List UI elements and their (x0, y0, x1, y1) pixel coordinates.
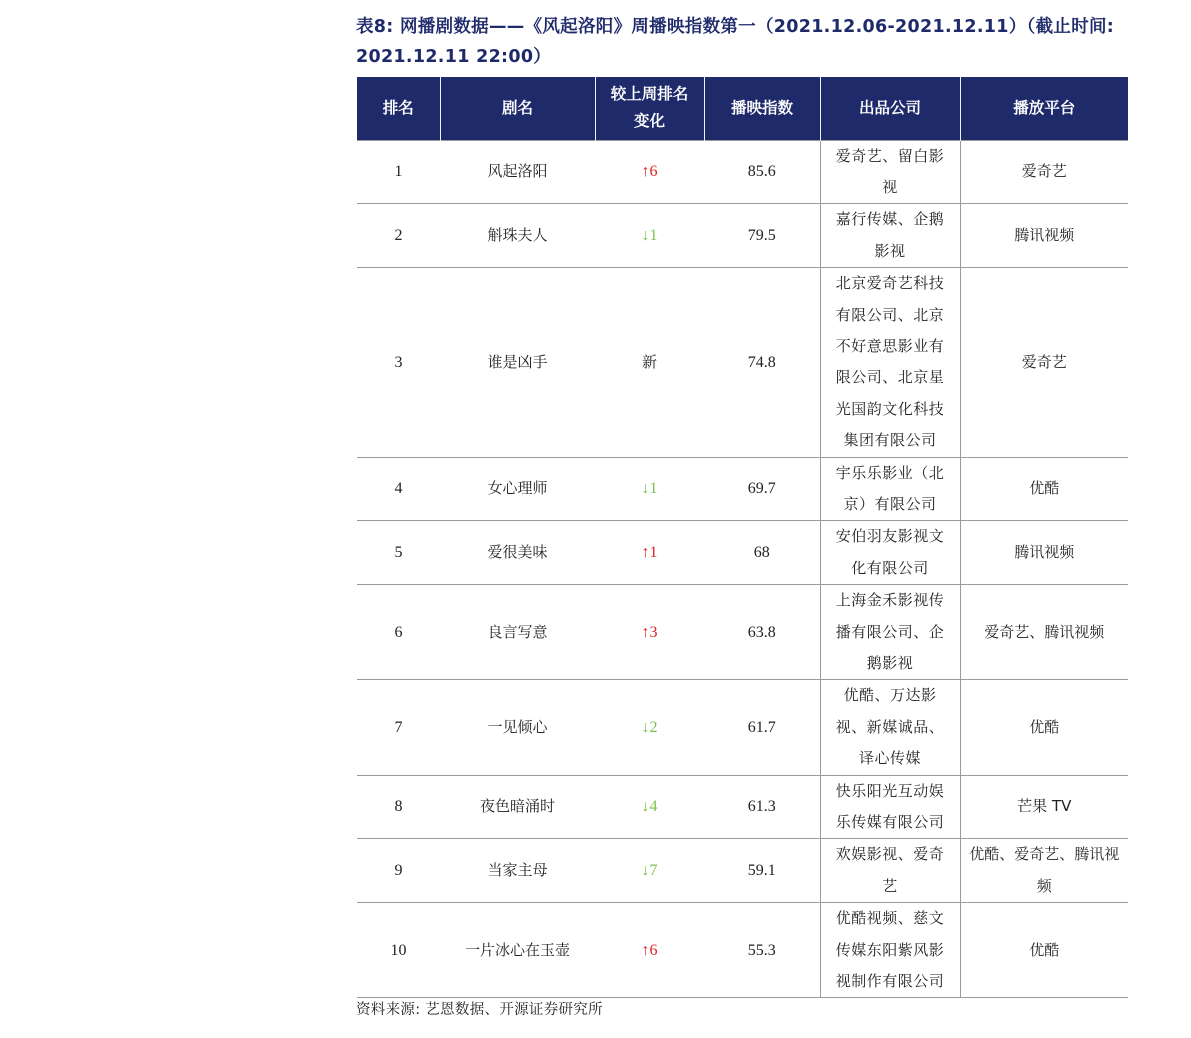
cell-platform: 优酷、爱奇艺、腾讯视频 (960, 839, 1128, 903)
cell-broadcast-index: 85.6 (704, 140, 820, 204)
cell-title: 一见倾心 (440, 680, 595, 775)
cell-production-company: 优酷、万达影视、新媒诚品、译心传媒 (820, 680, 960, 775)
cell-rank-change: ↑6 (595, 903, 704, 998)
cell-platform: 爱奇艺 (960, 268, 1128, 457)
cell-broadcast-index: 63.8 (704, 585, 820, 680)
cell-title: 良言写意 (440, 585, 595, 680)
cell-broadcast-index: 59.1 (704, 839, 820, 903)
cell-rank: 10 (357, 903, 440, 998)
cell-production-company: 嘉行传媒、企鹅影视 (820, 204, 960, 268)
table-row (357, 457, 1128, 521)
table-row (357, 903, 1128, 998)
cell-broadcast-index: 69.7 (704, 457, 820, 521)
header-title: 剧名 (440, 77, 595, 140)
header-row (357, 77, 1128, 140)
cell-broadcast-index: 79.5 (704, 204, 820, 268)
cell-rank-change: ↑3 (595, 585, 704, 680)
cell-rank: 6 (357, 585, 440, 680)
cell-platform: 爱奇艺 (960, 140, 1128, 204)
cell-title: 谁是凶手 (440, 268, 595, 457)
table-row (357, 140, 1128, 204)
cell-rank: 3 (357, 268, 440, 457)
cell-platform: 爱奇艺、腾讯视频 (960, 585, 1128, 680)
cell-rank-change: ↓7 (595, 839, 704, 903)
cell-rank: 1 (357, 140, 440, 204)
cell-title: 一片冰心在玉壶 (440, 903, 595, 998)
cell-broadcast-index: 61.7 (704, 680, 820, 775)
header-platform: 播放平台 (960, 77, 1128, 140)
cell-title: 当家主母 (440, 839, 595, 903)
cell-broadcast-index: 74.8 (704, 268, 820, 457)
cell-rank-change: ↓2 (595, 680, 704, 775)
header-production-company: 出品公司 (820, 77, 960, 140)
cell-production-company: 爱奇艺、留白影视 (820, 140, 960, 204)
cell-rank: 5 (357, 521, 440, 585)
cell-production-company: 快乐阳光互动娱乐传媒有限公司 (820, 775, 960, 839)
cell-rank-change: 新 (595, 268, 704, 457)
cell-platform: 芒果 TV (960, 775, 1128, 839)
table-caption: 表8: 网播剧数据——《风起洛阳》周播映指数第一（2021.12.06-2021.12.11）（截止时间: 2021.12.11 22:00） (356, 17, 1115, 67)
cell-title: 风起洛阳 (440, 140, 595, 204)
cell-rank-change: ↓1 (595, 457, 704, 521)
table-body (357, 140, 1128, 998)
cell-platform: 优酷 (960, 680, 1128, 775)
cell-platform: 优酷 (960, 457, 1128, 521)
cell-broadcast-index: 68 (704, 521, 820, 585)
table-row (357, 775, 1128, 839)
cell-rank-change: ↓4 (595, 775, 704, 839)
cell-title: 夜色暗涌时 (440, 775, 595, 839)
header-broadcast-index: 播映指数 (704, 77, 820, 140)
cell-rank: 2 (357, 204, 440, 268)
cell-production-company: 安伯羽友影视文化有限公司 (820, 521, 960, 585)
header-rank-change: 较上周排名变化 (595, 77, 704, 140)
cell-rank-change: ↓1 (595, 204, 704, 268)
cell-platform: 腾讯视频 (960, 204, 1128, 268)
cell-title: 斛珠夫人 (440, 204, 595, 268)
cell-title: 女心理师 (440, 457, 595, 521)
table-row (357, 204, 1128, 268)
cell-production-company: 上海金禾影视传播有限公司、企鹅影视 (820, 585, 960, 680)
table-row (357, 585, 1128, 680)
cell-rank: 8 (357, 775, 440, 839)
cell-platform: 优酷 (960, 903, 1128, 998)
cell-rank: 4 (357, 457, 440, 521)
table-row (357, 839, 1128, 903)
table-header (357, 77, 1128, 140)
cell-title: 爱很美味 (440, 521, 595, 585)
cell-production-company: 北京爱奇艺科技有限公司、北京不好意思影业有限公司、北京星光国韵文化科技集团有限公司 (820, 268, 960, 457)
source-note: 资料来源: 艺恩数据、开源证券研究所 (356, 1002, 603, 1018)
cell-production-company: 宇乐乐影业（北京）有限公司 (820, 457, 960, 521)
table-row (357, 521, 1128, 585)
cell-production-company: 优酷视频、慈文传媒东阳紫风影视制作有限公司 (820, 903, 960, 998)
cell-broadcast-index: 55.3 (704, 903, 820, 998)
table-row (357, 268, 1128, 457)
cell-production-company: 欢娱影视、爱奇艺 (820, 839, 960, 903)
cell-rank-change: ↑1 (595, 521, 704, 585)
cell-platform: 腾讯视频 (960, 521, 1128, 585)
cell-rank: 7 (357, 680, 440, 775)
cell-rank-change: ↑6 (595, 140, 704, 204)
ranking-table (357, 77, 1128, 998)
table-row (357, 680, 1128, 775)
header-rank: 排名 (357, 77, 440, 140)
cell-broadcast-index: 61.3 (704, 775, 820, 839)
cell-rank: 9 (357, 839, 440, 903)
